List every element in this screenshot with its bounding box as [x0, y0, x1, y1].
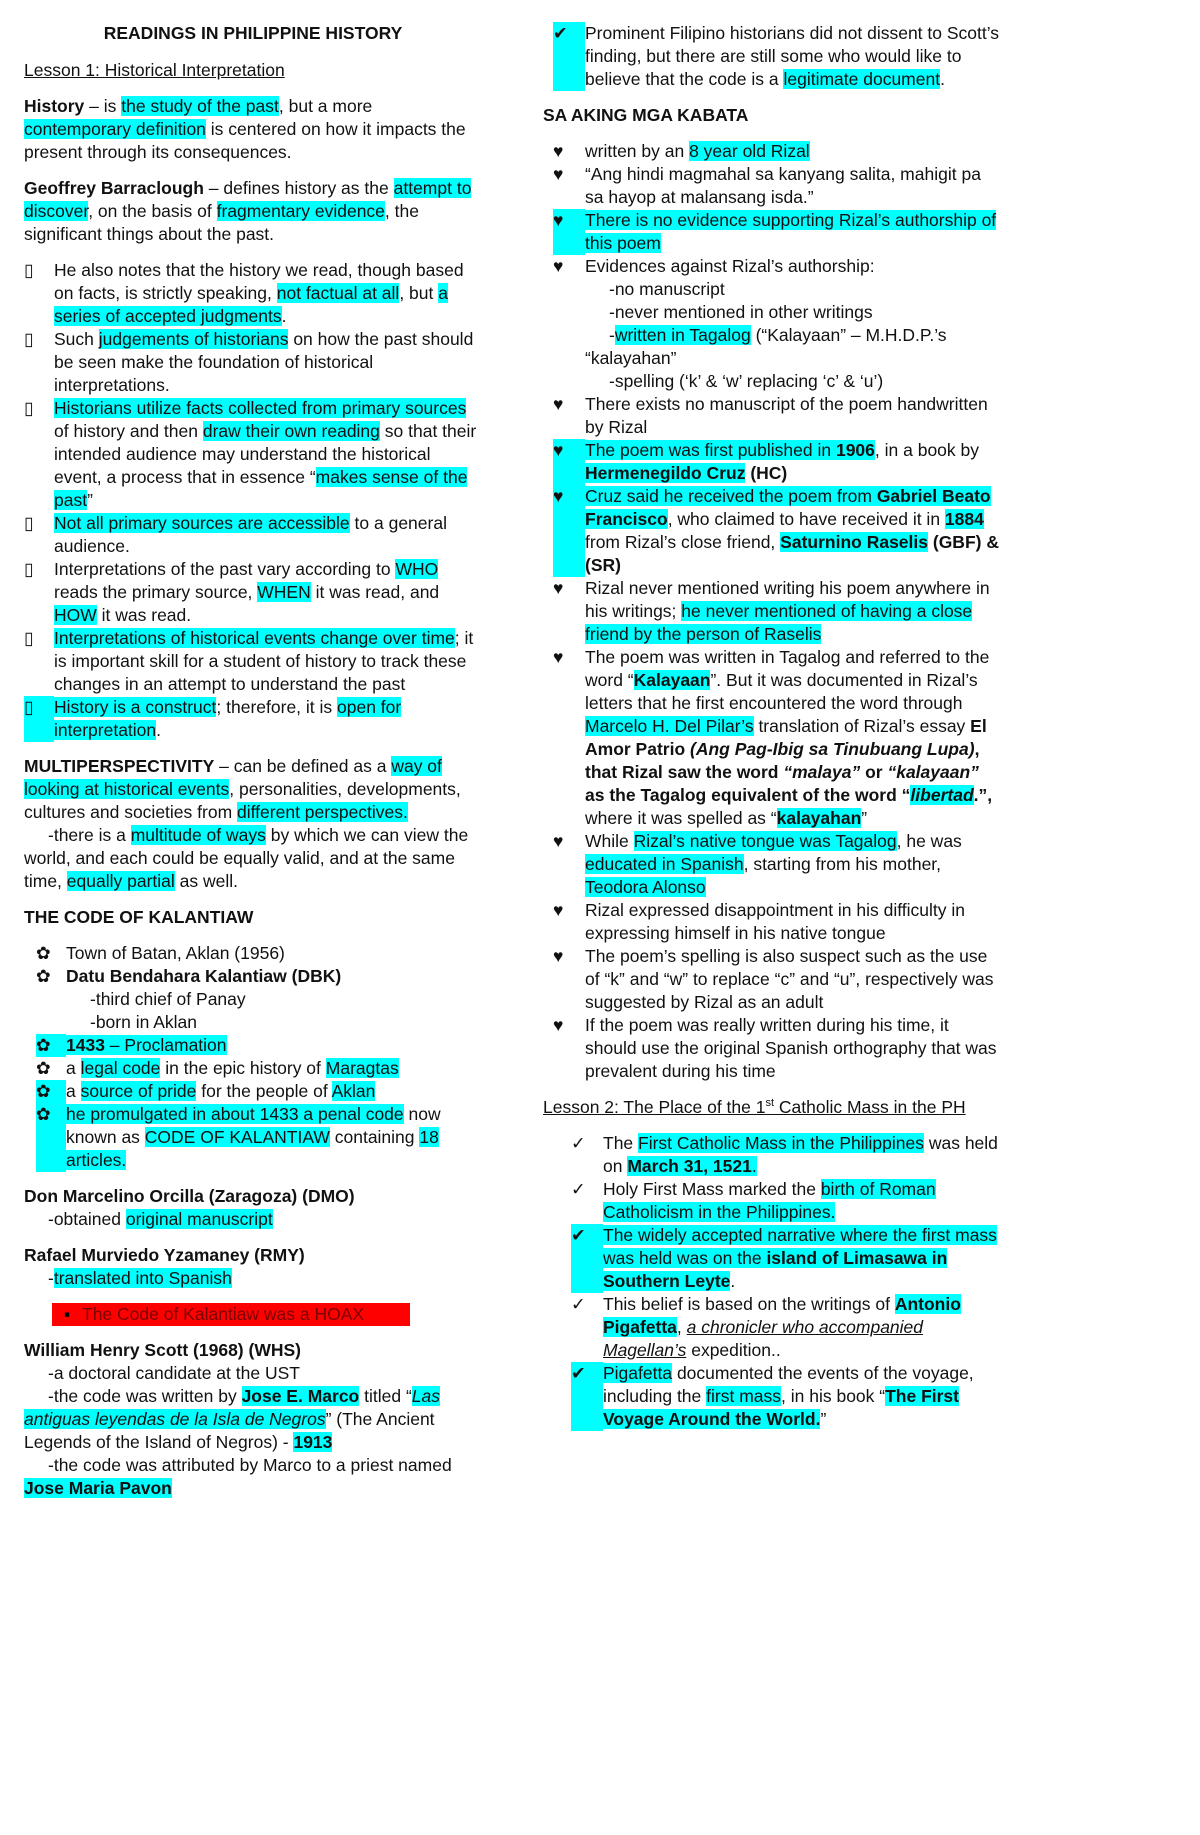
highlight: March 31, 1521	[627, 1156, 752, 1176]
highlight: Saturnino Raselis	[780, 532, 928, 552]
bullet-icon: ▯	[24, 696, 54, 742]
highlight: kalayahan	[776, 808, 862, 828]
bullet-text	[66, 1103, 482, 1172]
whs-name: William Henry Scott (1968) (WHS)	[24, 1340, 301, 1360]
bullet-text	[54, 397, 482, 512]
highlight: makes sense of the past	[54, 467, 468, 510]
text: a	[66, 1058, 81, 1078]
heart-icon: ♥	[553, 900, 564, 920]
highlight: Teodora Alonso	[585, 877, 706, 897]
highlight: History is a construct	[54, 697, 217, 717]
text: Catholic Mass in the PH	[774, 1097, 966, 1117]
dmo-note	[24, 1208, 482, 1231]
bullet-text	[585, 830, 1003, 899]
bullet-text	[585, 646, 1003, 830]
list-item	[543, 899, 1003, 945]
list-item	[24, 512, 482, 558]
whs-note: -a doctoral candidate at the UST	[48, 1363, 300, 1383]
text: st	[765, 1097, 775, 1110]
heart-icon: ♥	[553, 141, 564, 161]
text: , on the basis of	[88, 201, 217, 221]
heart-icon: ♥	[553, 164, 564, 184]
list-item	[24, 259, 482, 328]
highlight: 1433 a penal code	[259, 1104, 404, 1124]
dmo-name: Don Marcelino Orcilla (Zaragoza) (DMO)	[24, 1186, 355, 1206]
text: El Amor Patrio	[585, 716, 987, 759]
highlight: Jose E. Marco	[241, 1386, 360, 1406]
list-item	[24, 1057, 482, 1080]
text: Rizal never mentioned writing his poem anywhere in his writings;	[585, 578, 990, 621]
history-definition	[24, 95, 482, 164]
text: .	[940, 69, 945, 89]
right-column	[543, 22, 1003, 1444]
text: , the significant things about the past.	[24, 201, 419, 244]
text: now known as	[66, 1104, 441, 1147]
left-column	[24, 22, 482, 1500]
bullet-icon: ▯	[24, 628, 34, 648]
text: to a general audience.	[54, 513, 447, 556]
highlight: Las antiguas leyendas de la Isla de Negros	[24, 1386, 441, 1429]
text: , but a more	[278, 96, 373, 116]
highlight: WHO	[395, 559, 439, 579]
list-item	[543, 1014, 1003, 1083]
highlight: multitude of ways	[130, 825, 266, 845]
kabata-heading: SA AKING MGA KABATA	[543, 105, 749, 125]
list-item	[543, 1178, 1003, 1224]
highlight: .	[751, 1156, 757, 1176]
text: While	[585, 831, 634, 851]
heart-icon: ♥	[553, 647, 564, 667]
highlight: he promulgated in about	[66, 1104, 260, 1124]
rmy-note	[24, 1267, 482, 1290]
barraclough-definition	[24, 177, 482, 246]
list-item	[24, 1034, 482, 1057]
document-title: READINGS IN PHILIPPINE HISTORY	[103, 23, 403, 43]
text: ”. But it was documented in Rizal’s letters that he first encountered the word through	[585, 670, 978, 713]
highlight: draw their own reading	[202, 421, 380, 441]
text: – is	[84, 96, 122, 116]
text: .	[730, 1271, 736, 1291]
kabata-list	[543, 140, 1003, 1083]
highlight: equally partial	[66, 871, 175, 891]
text: of history and then	[54, 421, 203, 441]
highlight: First Catholic Mass in the Philippines	[638, 1133, 924, 1153]
bullet-text	[54, 259, 482, 328]
list-item	[24, 696, 482, 742]
list-item	[543, 1224, 1003, 1293]
highlight: first mass	[706, 1386, 782, 1406]
hoax-callout	[52, 1303, 410, 1326]
sub-item: -spelling (‘k’ & ‘w’ replacing ‘c’ & ‘u’)	[609, 371, 884, 391]
sub-item: -no manuscript	[609, 279, 725, 299]
text: on how the past should be seen make the foundation of historical interpretations.	[54, 329, 474, 395]
list-item	[24, 558, 482, 627]
bullet-icon: ▯	[24, 559, 34, 579]
bullet-text: There exists no manuscript of the poem handwritten by Rizal	[585, 394, 988, 437]
text: Holy First Mass marked the	[603, 1179, 821, 1199]
list-item	[543, 140, 1003, 163]
heart-icon: ♥	[553, 831, 564, 851]
whs-note	[24, 1477, 482, 1500]
text: -obtained	[48, 1209, 126, 1229]
highlight: Interpretations of historical events change over time	[54, 628, 455, 648]
text: ” (The Ancient Legends of the Island of Negros) -	[24, 1409, 435, 1452]
flower-icon: ✿	[36, 1034, 66, 1057]
highlight: fragmentary evidence	[216, 201, 385, 221]
text: (HC)	[745, 463, 788, 483]
highlight: libertad	[910, 785, 974, 805]
highlight: 1433	[66, 1035, 105, 1055]
text: ”	[87, 490, 93, 510]
highlight: Pigafetta	[603, 1363, 673, 1383]
hoax-text: The Code of Kalantiaw was a HOAX	[82, 1304, 365, 1324]
text: , starting from his mother,	[743, 854, 942, 874]
highlight: Rizal’s authorship of this poem	[585, 210, 997, 253]
highlight: island of Limasawa in Southern Leyte	[603, 1248, 948, 1291]
text: .”,	[973, 785, 993, 805]
highlight: Maragtas	[325, 1058, 399, 1078]
highlight: open for interpretation	[54, 697, 402, 740]
bullet-text	[603, 1224, 1003, 1293]
list-item	[24, 1103, 482, 1172]
bullet-text	[603, 1293, 1003, 1362]
sub-item: -born in Aklan	[90, 1012, 198, 1032]
highlight: The poem was first published in	[585, 440, 836, 460]
whs-note	[24, 1385, 482, 1454]
highlight: Not all primary sources are accessible	[54, 513, 350, 533]
bullet-text	[603, 1132, 1003, 1178]
flower-icon: ✿	[36, 1080, 66, 1103]
bullet-text	[585, 485, 1003, 577]
text: .	[281, 306, 287, 326]
heart-icon: ♥	[553, 578, 564, 598]
text: expedition..	[686, 1340, 781, 1360]
text: The	[603, 1133, 639, 1153]
bullet-text	[603, 1362, 1003, 1431]
text: Lesson 2: The Place of the 1	[543, 1097, 766, 1117]
bullet-text	[54, 696, 482, 742]
bullet-text: If the poem was really written during his time, it should use the original Spanish orthography that was prevalent during his time	[585, 1015, 997, 1081]
bullet-text	[66, 1080, 482, 1103]
text: , personalities, developments, cultures and societies from	[24, 779, 461, 822]
heart-icon: ♥	[553, 1015, 564, 1035]
rmy-name: Rafael Murviedo Yzamaney (RMY)	[24, 1245, 305, 1265]
text: Interpretations of the past vary according to	[54, 559, 396, 579]
highlight: The First Voyage Around the World.	[603, 1386, 959, 1429]
text: , but	[399, 283, 439, 303]
bullet-text	[585, 140, 1003, 163]
flower-icon: ✿	[36, 943, 51, 963]
text: .	[156, 720, 162, 740]
list-item	[543, 393, 1003, 439]
highlight: Aklan	[331, 1081, 376, 1101]
list-item	[543, 646, 1003, 830]
whs-note: -the code was attributed by Marco to a priest named	[48, 1455, 452, 1475]
text: it was read, and	[310, 582, 440, 602]
list-item	[543, 1293, 1003, 1362]
sub-item: -third chief of Panay	[90, 989, 246, 1009]
highlight: different perspectives.	[237, 802, 408, 822]
bullet-text	[603, 1178, 1003, 1224]
flower-icon: ✿	[36, 966, 51, 986]
highlight: attempt to discover	[24, 178, 472, 221]
bullet-text	[54, 627, 482, 696]
bullet-text	[585, 209, 1003, 255]
highlight: Antonio Pigafetta	[603, 1294, 961, 1337]
highlight: 1906	[835, 440, 875, 460]
term: MULTIPERSPECTIVITY	[24, 756, 215, 776]
text: ; therefore, it is	[216, 697, 338, 717]
highlight: There is no evidence supporting	[585, 210, 839, 230]
bullet-text: Datu Bendahara Kalantiaw (DBK)	[66, 966, 342, 986]
heart-icon: ♥	[553, 256, 564, 276]
text: Such	[54, 329, 99, 349]
bullet-icon: ▯	[24, 329, 34, 349]
text: ,	[676, 1317, 687, 1337]
text: documented the events of the voyage, including the	[603, 1363, 974, 1406]
text: “malaya”	[783, 762, 861, 782]
highlight: HOW	[54, 605, 97, 625]
bullet-text	[54, 512, 482, 558]
bullet-text	[54, 558, 482, 627]
bullet-text	[585, 439, 1003, 485]
highlight: Cruz said he received the poem from	[585, 486, 877, 506]
text: it was read.	[96, 605, 192, 625]
text: , in his book “	[781, 1386, 886, 1406]
bullet-icon: ▯	[24, 398, 34, 418]
bullet-icon: ▯	[24, 513, 34, 533]
list-item	[543, 830, 1003, 899]
text: ”	[820, 1409, 827, 1429]
highlight: Kalayaan	[633, 670, 711, 690]
text: titled “	[359, 1386, 412, 1406]
bullet-text: “Ang hindi magmahal sa kanyang salita, mahigit pa sa hayop at malansang isda.”	[585, 164, 981, 207]
check-icon: ✔	[571, 1362, 603, 1431]
text: – can be defined as a	[214, 756, 392, 776]
kalantiaw-heading: THE CODE OF KALANTIAW	[24, 907, 254, 927]
text: for the people of	[196, 1081, 332, 1101]
list-item	[24, 397, 482, 512]
list-item	[543, 945, 1003, 1014]
scott-note-list	[543, 22, 1003, 91]
highlight: educated in Spanish	[585, 854, 744, 874]
list-item	[543, 1132, 1003, 1178]
heart-icon: ♥	[553, 439, 585, 485]
bullet-text	[66, 1057, 482, 1080]
text: translation of Rizal’s essay	[753, 716, 971, 736]
heart-icon: ♥	[553, 394, 564, 414]
heart-icon: ♥	[553, 485, 585, 577]
list-item	[543, 577, 1003, 646]
flower-icon: ✿	[36, 1103, 66, 1172]
text: as the Tagalog equivalent of the word “	[585, 785, 911, 805]
text: (Ang Pag-Ibig sa Tinubuang Lupa)	[690, 739, 975, 759]
list-item	[543, 485, 1003, 577]
heart-icon: ♥	[553, 946, 564, 966]
text: -there is a	[48, 825, 131, 845]
list-item	[24, 942, 482, 965]
kalantiaw-list	[24, 942, 482, 1172]
list-item	[543, 255, 1003, 278]
highlight: Historians utilize facts collected from primary sources	[54, 398, 467, 418]
lesson-2-heading	[543, 1096, 1003, 1119]
list-item	[543, 22, 1003, 91]
bullet-icon: ▯	[24, 260, 34, 280]
bullet-text: Rizal expressed disappointment in his difficulty in expressing himself in his native tongue	[585, 900, 966, 943]
text: -the code was written by	[48, 1386, 242, 1406]
text: so that their intended audience may understand the historical event, a process that in essence “	[54, 421, 477, 487]
sub-item: “kalayahan”	[585, 348, 677, 368]
text: Prominent Filipino historians did not dissent to Scott’s finding, but there are still some who would like to believe that the code is a	[585, 23, 1000, 89]
check-icon: ✔	[571, 1224, 603, 1293]
sub-item: -never mentioned in other writings	[609, 302, 873, 322]
highlight: Gabriel Beato Francisco	[585, 486, 991, 529]
highlight: Jose Maria Pavon	[24, 1478, 172, 1498]
highlight: source of pride	[80, 1081, 197, 1101]
interpretation-bullets	[24, 259, 482, 742]
text: , that Rizal saw the word	[585, 739, 980, 782]
text: containing	[329, 1127, 420, 1147]
highlight: a series of accepted judgments	[54, 283, 448, 326]
highlight: legitimate document	[783, 69, 941, 89]
text: (“Kalayaan” – M.H.D.P.’s	[750, 325, 947, 345]
list-item	[543, 439, 1003, 485]
text: -	[48, 1268, 54, 1288]
term: Geoffrey Barraclough	[24, 178, 204, 198]
bullet-text: Evidences against Rizal’s authorship:	[585, 256, 875, 276]
highlight: – Proclamation	[104, 1035, 227, 1055]
flower-icon: ✿	[36, 1058, 51, 1078]
bullet-text: The poem’s spelling is also suspect such as the use of “k” and “w” to replace “c” and “u”, respectively was suggested by Rizal as an adult	[585, 946, 994, 1012]
multiperspectivity-definition	[24, 755, 482, 824]
list-item	[543, 209, 1003, 255]
text: was held on	[603, 1133, 998, 1176]
highlight: original manuscript	[125, 1209, 273, 1229]
text: (GBF) & (SR)	[585, 532, 999, 575]
highlight: way of looking at historical events	[24, 756, 442, 799]
text: from Rizal’s close friend,	[585, 532, 781, 552]
highlight: CODE OF KALANTIAW	[144, 1127, 330, 1147]
text: He also notes that the history we read, though based on facts, is strictly speaking,	[54, 260, 464, 303]
text: where it was spelled as “	[585, 808, 777, 828]
highlight: judgements of historians	[98, 329, 289, 349]
text: by which we can view the world, and each could be equally valid, and at the same time,	[24, 825, 469, 891]
highlight: WHEN	[257, 582, 311, 602]
bullet-text: Town of Batan, Aklan (1956)	[66, 943, 285, 963]
text: as well.	[174, 871, 238, 891]
check-icon: ✓	[571, 1179, 586, 1199]
highlight: 8 year old Rizal	[689, 141, 810, 161]
bullet-text	[54, 328, 482, 397]
text: ; it is important skill for a student of history to track these changes in an attempt to understand the past	[54, 628, 474, 694]
highlight: legal code	[80, 1058, 161, 1078]
text: The poem was written in Tagalog and referred to the word “	[585, 647, 990, 690]
bullet-text	[585, 577, 1003, 646]
text: , in a book by	[874, 440, 980, 460]
multiperspectivity-note	[24, 824, 482, 893]
list-item	[24, 627, 482, 696]
highlight: translated into Spanish	[53, 1268, 232, 1288]
square-bullet-icon: ▪	[63, 1304, 71, 1324]
first-mass-list	[543, 1132, 1003, 1431]
heart-icon: ♥	[553, 209, 585, 255]
highlight: 1884	[944, 509, 984, 529]
bullet-text	[585, 22, 1003, 91]
highlight: written in Tagalog	[614, 325, 751, 345]
sub-item	[543, 324, 1003, 347]
text: -	[609, 325, 615, 345]
text: , who claimed to have received it in	[667, 509, 945, 529]
text: This belief is based on the writings of	[603, 1294, 895, 1314]
highlight: 1913	[293, 1432, 333, 1452]
check-icon: ✔	[553, 22, 585, 91]
highlight: birth of Roman Catholicism in the Philippines.	[603, 1179, 936, 1222]
highlight: not factual at all	[276, 283, 400, 303]
text: written by an	[585, 141, 690, 161]
bullet-text	[66, 1034, 482, 1057]
highlight: The widely accepted narrative where the first mass was held was on the	[603, 1225, 997, 1268]
check-icon: ✓	[571, 1294, 586, 1314]
highlight: Rizal’s native tongue was Tagalog	[633, 831, 897, 851]
text: in the epic history of	[160, 1058, 326, 1078]
highlight: Hermenegildo Cruz	[585, 463, 746, 483]
highlight: 18 articles.	[66, 1127, 439, 1170]
text: – defines history as the	[203, 178, 394, 198]
list-item	[543, 163, 1003, 209]
lesson-1-heading: Lesson 1: Historical Interpretation	[24, 60, 285, 80]
text: is centered on how it impacts the present through its consequences.	[24, 119, 466, 162]
text: a	[66, 1081, 81, 1101]
text: “kalayaan”	[887, 762, 979, 782]
text: , he was	[896, 831, 962, 851]
highlight: he never mentioned of having a close friend by the person of Raselis	[585, 601, 973, 644]
term: History	[24, 96, 85, 116]
text: a chronicler who accompanied Magellan’s	[603, 1317, 924, 1360]
text: reads the primary source,	[54, 582, 258, 602]
highlight: contemporary definition	[24, 119, 206, 139]
highlight: Marcelo H. Del Pilar’s	[585, 716, 754, 736]
list-item	[24, 1080, 482, 1103]
list-item	[543, 1362, 1003, 1431]
list-item	[24, 965, 482, 988]
list-item	[24, 328, 482, 397]
text: or	[860, 762, 888, 782]
check-icon: ✓	[571, 1133, 586, 1153]
text: ”	[861, 808, 868, 828]
highlight: the study of the past	[121, 96, 279, 116]
